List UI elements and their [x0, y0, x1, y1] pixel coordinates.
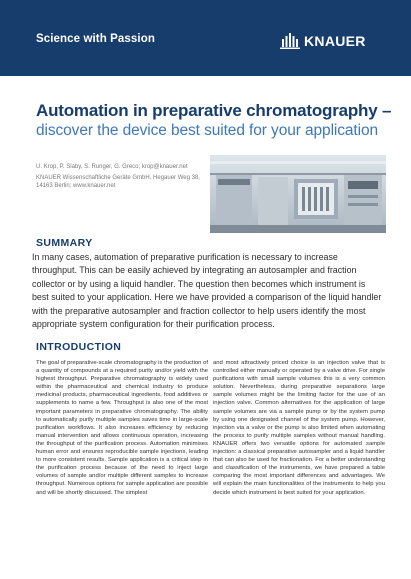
logo-text: KNAUER: [304, 33, 366, 49]
instrument-photo: [210, 155, 386, 233]
summary-heading: SUMMARY: [36, 237, 93, 249]
tagline: Science with Passion: [36, 33, 155, 45]
knauer-logo: [280, 33, 366, 49]
introduction-left-column: The goal of preparative-scale chromatography is the production of a quantity of compounds at a required purity and/or yield with the highest throughput. Preparative chromatography is widely used within the pharmaceutical and chemical industry to produce medicinal products, pharmaceutical ingredients, food additives or supplements to name a few. Throughput is also one of the most important parameters in preparative chromatography. The ability to automatically purify multiple samples saves time in large-scale purification workflows. It also increases efficiency by reducing manual intervention and allows continuous operation, increasing the throughput of the purification process. Automation minimises human error and ensures reproducible sample injections, leading to more consistent results. Sample application is a critical step in the purification process because of the need to inject large volumes of sample and/or multiple different samples to increase throughput. Numerous options for sample application are possible and will be shortly discussed. The simplest: [36, 360, 208, 496]
affiliation: KNAUER Wissenschaftliche Geräte GmbH, Hegauer Weg 38, 14163 Berlin; www.knauer.net: [36, 175, 200, 189]
page-title: Automation in preparative chromatography –: [36, 101, 392, 120]
page-subtitle: discover the device best suited for your application: [36, 122, 379, 139]
knauer-logo-icon: [280, 33, 300, 49]
summary-text: In many cases, automation of preparative purification is necessary to increase throughput. This can be easily achieved by integrating an autosampler and fraction collector or by using a liquid handler. The question then becomes which instrument is best suited to your application. Here we have provided a comparison of the liquid handler with the preparative autosampler and fraction collector to help users identify the most appropriate system configuration for their purification process.: [32, 252, 382, 330]
header-bar: [0, 0, 411, 76]
authors: U. Krop, P. Slaby, S. Runger, G. Greco; krop@knauer.net: [36, 164, 188, 170]
lab-instrument-image: [210, 155, 386, 233]
introduction-right-column: and most attractively priced choice is an injection valve that is controlled either manually or operated by a valve drive. For single purifications with small sample volumes this is a very common solution. Nevertheless, during preparative separations large sample volumes might be the limiting factor for the use of an injection valve. Common alternatives for the application of large sample volumes are via a sample pump or by the system pump by using one designated channel of the system pump. However, injection via a valve or the pump is also limited when automating the process to purify multiple samples without manual handling. KNAUER offers two versatile options for automated sample injection: a classical preparative autosampler and a liquid handler that can also be used for fractionation. For a better understanding and classification of the instruments, we have prepared a table comparing the most important differences and advantages. We will explain the main functionalities of the instruments to help you decide which instrument is best suited for your application.: [213, 360, 385, 496]
introduction-heading: INTRODUCTION: [36, 341, 122, 353]
